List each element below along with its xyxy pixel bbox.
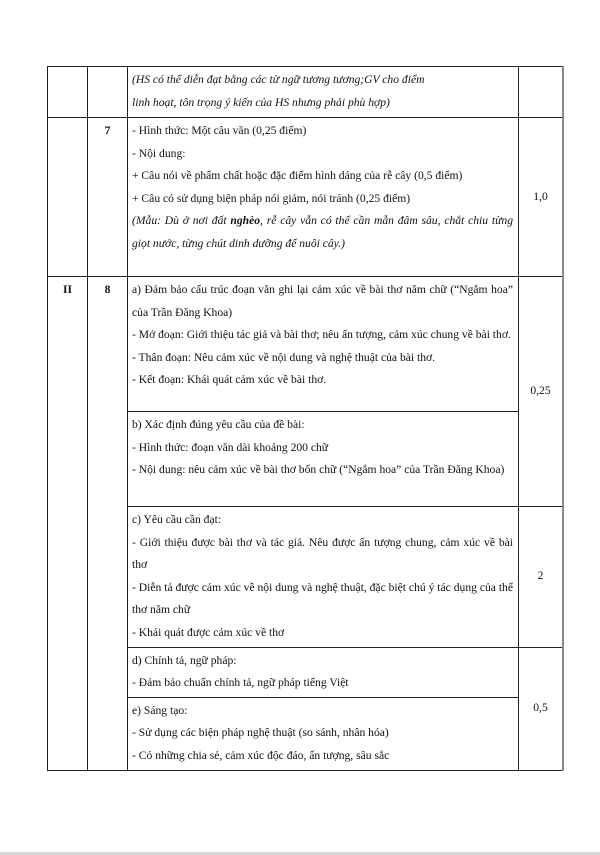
criteria-line: + Câu có sử dụng biện pháp nói giảm, nói tránh (0,25 điểm) xyxy=(132,191,411,205)
score-cell xyxy=(519,647,564,770)
part-cell xyxy=(48,118,88,277)
table-row-q7 xyxy=(48,118,564,277)
criteria-line: c) Yêu cầu cần đạt: xyxy=(132,513,222,526)
score-value: 0,25 xyxy=(530,384,551,398)
criteria-line: - Hình thức: Một câu văn (0,25 điểm) xyxy=(132,124,307,137)
criteria-line: - Có những chia sẻ, cảm xúc độc đáo, ấn tượng, sâu sắc xyxy=(132,748,390,762)
q8c-content-cell xyxy=(128,507,519,648)
question-number-cell xyxy=(88,118,128,277)
criteria-line: - Sử dụng các biện pháp nghệ thuật (so sánh, nhân hóa) xyxy=(132,726,389,740)
example-answer xyxy=(132,210,513,255)
note-content-cell xyxy=(128,67,519,118)
q8a-content-cell xyxy=(128,277,519,412)
score-value: 2 xyxy=(537,569,544,583)
grading-rubric-table xyxy=(47,66,564,771)
table-row-note xyxy=(48,67,564,118)
criteria-line: - Diễn tả được cảm xúc về nội dung và nghệ thuật, đặc biệt chú ý tác dụng của thể thơ năm chữ xyxy=(132,580,513,617)
q8d-content-cell xyxy=(128,647,519,697)
q8e-content-cell xyxy=(128,697,519,770)
score-cell xyxy=(519,277,564,507)
score-value: 0,5 xyxy=(533,701,548,715)
part-number-cell xyxy=(48,277,88,771)
part-cell xyxy=(48,67,88,118)
criteria-line: b) Xác định đúng yêu cầu của đề bài: xyxy=(132,418,305,431)
criteria-line: + Câu nói về phẩm chất hoặc đặc điểm hình dáng của rễ cây (0,5 điểm) xyxy=(132,169,463,183)
criteria-line: d) Chính tả, ngữ pháp: xyxy=(132,653,237,667)
example-text: (Mẫu: Dù ở nơi đất xyxy=(132,214,231,228)
part-number: II xyxy=(62,283,73,296)
criteria-line: - Thân đoạn: Nêu cảm xúc về nội dung và nghệ thuật của bài thơ. xyxy=(132,350,436,364)
question-cell xyxy=(88,67,128,118)
score-cell xyxy=(519,118,564,277)
question-number: 7 xyxy=(104,124,111,137)
table-row-q8a xyxy=(48,277,564,412)
criteria-line: e) Sáng tạo: xyxy=(132,703,188,717)
example-text: , rễ cây vẫn có thể cần mẫn đâm sâu, chắt chiu từng giọt nước, từng chút dinh dưỡng để nuôi cây.) xyxy=(132,214,513,250)
criteria-line: a) Đảm bảo cấu trúc đoạn văn ghi lại cảm xúc về bài thơ năm chữ (“Ngắm hoa” của Trần Đăng Khoa) xyxy=(132,283,513,319)
question-number: 8 xyxy=(104,283,111,296)
score-cell xyxy=(519,507,564,648)
criteria-line: - Mở đoạn: Giới thiệu tác giả và bài thơ; nêu ấn tượng, cảm xúc chung về bài thơ. xyxy=(132,328,511,342)
example-emphasis: nghèo xyxy=(230,214,261,228)
criteria-line: - Nội dung: xyxy=(132,146,186,160)
question-number-cell xyxy=(88,277,128,771)
q7-content-cell xyxy=(128,118,519,277)
criteria-line: - Khái quát được cảm xúc về thơ xyxy=(132,625,285,639)
criteria-line: - Giới thiệu được bài thơ và tác giả. Nêu được ấn tượng chung, cảm xúc về bài thơ xyxy=(132,535,513,572)
criteria-line: - Kết đoạn: Khái quát cảm xúc về bài thơ. xyxy=(132,373,327,387)
criteria-line: - Hình thức: đoạn văn dài khoảng 200 chữ xyxy=(132,440,329,454)
note-line: linh hoạt, tôn trọng ý kiến của HS nhưng phải phù hợp) xyxy=(132,95,390,109)
q8b-content-cell xyxy=(128,412,519,507)
criteria-line: - Đảm bảo chuẩn chính tả, ngữ pháp tiếng Việt xyxy=(132,676,349,690)
score-cell xyxy=(519,67,564,118)
criteria-line: - Nội dung: nêu cảm xúc về bài thơ bốn chữ (“Ngắm hoa” của Trần Đăng Khoa) xyxy=(132,463,505,477)
note-line: (HS có thể diễn đạt bằng các từ ngữ tương tương;GV cho điểm xyxy=(132,73,425,86)
score-value: 1,0 xyxy=(533,189,548,203)
